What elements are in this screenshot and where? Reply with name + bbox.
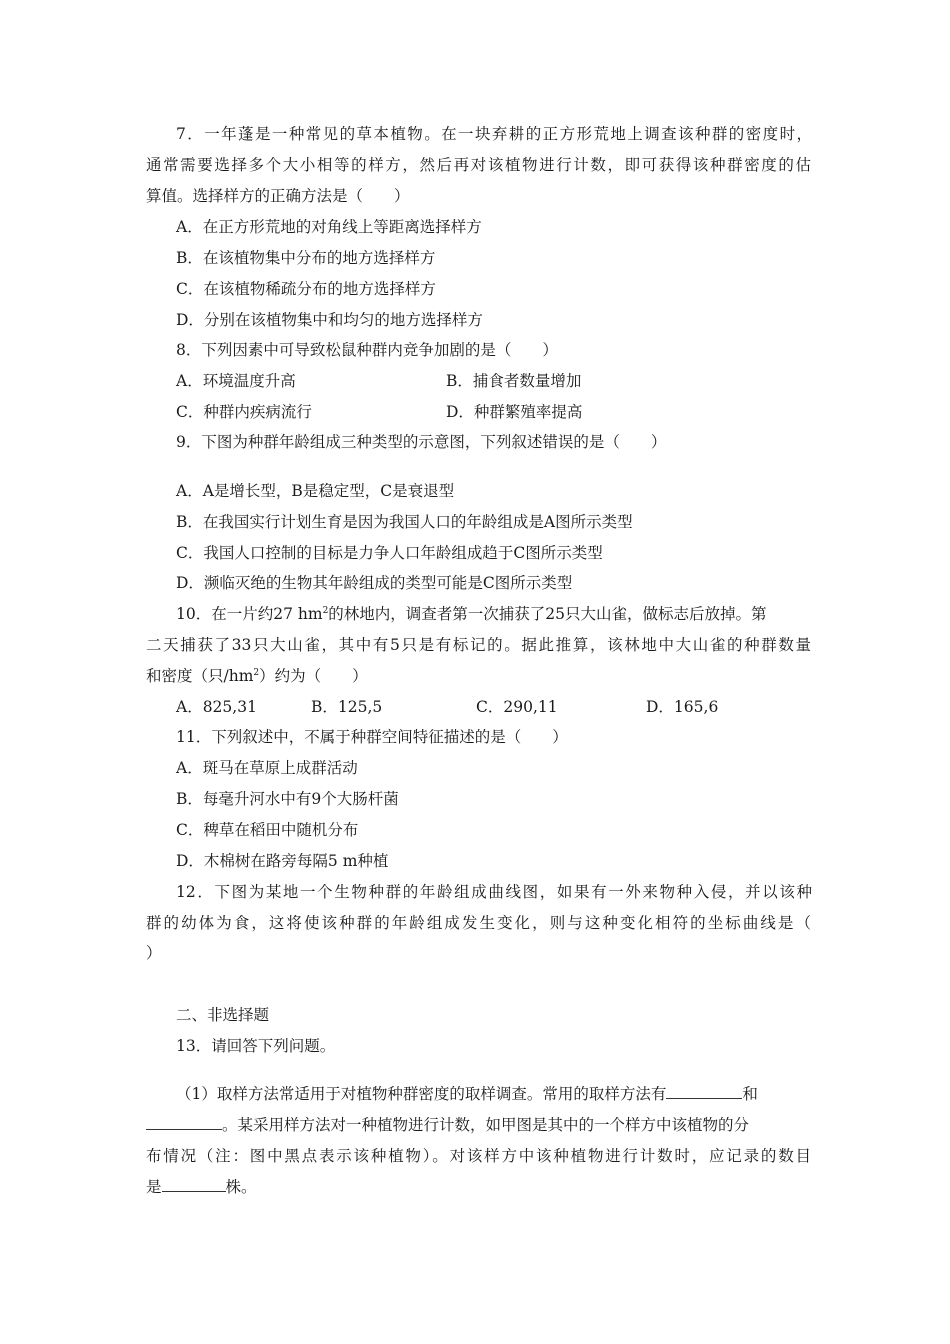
q13-p1-text-b: 和	[742, 1085, 758, 1103]
q13-p1-text-d: 是	[146, 1178, 162, 1196]
q10-option-c: C．290,11	[476, 698, 558, 716]
q11-option-b: B．每毫升河水中有9个大肠杆菌	[176, 790, 399, 808]
q10-option-b: B．125,5	[311, 698, 383, 716]
q9-option-c: C．我国人口控制的目标是力争人口年龄组成趋于C图所示类型	[176, 544, 603, 562]
q10-line1-a: 10．在一片约27 hm	[176, 605, 323, 623]
q10-option-d: D．165,6	[646, 698, 719, 716]
q7-option-b: B．在该植物集中分布的地方选择样方	[176, 249, 436, 267]
q7-option-c: C．在该植物稀疏分布的地方选择样方	[176, 280, 436, 298]
q10-option-a: A．825,31	[176, 698, 257, 716]
q13-p1-text-a: （1）取样方法常适用于对植物种群密度的取样调查。常用的取样方法有	[176, 1085, 667, 1103]
q8-option-a: A．环境温度升高	[176, 372, 296, 390]
q9-option-a: A．A是增长型，B是稳定型，C是衰退型	[176, 482, 455, 500]
q10-stem-line1	[176, 604, 841, 624]
q8-option-b: B．捕食者数量增加	[446, 372, 582, 390]
q11-option-c: C．稗草在稻田中随机分布	[176, 821, 359, 839]
answer-blank-2[interactable]	[146, 1115, 222, 1130]
q7-stem-line3: 算值。选择样方的正确方法是（ ）	[146, 187, 410, 205]
q8-option-c: C．种群内疾病流行	[176, 403, 312, 421]
q10-stem-line2: 二天捕获了33只大山雀，其中有5只是有标记的。据此推算，该林地中大山雀的种群数量	[146, 636, 811, 654]
q10-line1-b: 的林地内，调查者第一次捕获了25只大山雀，做标志后放掉。第	[328, 605, 767, 623]
q10-stem-line3	[146, 666, 811, 686]
q10-line3-a: 和密度（只/hm	[146, 667, 254, 685]
q10-options-row	[176, 697, 841, 717]
q9-option-d: D．濒临灭绝的生物其年龄组成的类型可能是C图所示类型	[176, 574, 573, 592]
q12-stem-line2: 群的幼体为食，这将使该种群的年龄组成发生变化，则与这种变化相符的坐标曲线是（	[146, 914, 811, 932]
q7-option-a: A．在正方形荒地的对角线上等距离选择样方	[176, 218, 482, 236]
q13-stem: 13．请回答下列问题。	[176, 1037, 336, 1055]
q11-option-d: D．木棉树在路旁每隔5 m种植	[176, 852, 389, 870]
q13-p1-text-e: 株。	[225, 1178, 257, 1196]
q10-line3-b: ）约为（ ）	[259, 667, 368, 685]
q13-part1-line2	[146, 1115, 811, 1135]
q8-options-row1	[176, 371, 841, 391]
q8-option-d: D．种群繁殖率提高	[446, 403, 583, 421]
q8-options-row2	[176, 402, 841, 422]
q13-part1-line4	[146, 1177, 811, 1197]
q13-p1-text-c: 。某采用样方法对一种植物进行计数，如甲图是其中的一个样方中该植物的分	[222, 1116, 750, 1134]
q7-stem-line1: 7．一年蓬是一种常见的草本植物。在一块弃耕的正方形荒地上调查该种群的密度时，	[176, 125, 812, 143]
q9-stem: 9．下图为种群年龄组成三种类型的示意图，下列叙述错误的是（ ）	[176, 433, 667, 451]
q12-stem-line1: 12．下图为某地一个生物种群的年龄组成曲线图，如果有一外来物种入侵，并以该种	[176, 883, 812, 901]
section-heading: 二、非选择题	[176, 1006, 270, 1024]
q11-stem: 11．下列叙述中，不属于种群空间特征描述的是（ ）	[176, 728, 568, 746]
q10-line1-sup: 2	[322, 605, 329, 616]
q9-option-b: B．在我国实行计划生育是因为我国人口的年龄组成是A图所示类型	[176, 513, 633, 531]
q10-line3-sup: 2	[253, 667, 260, 678]
q13-part1-line1	[176, 1084, 841, 1104]
q8-stem: 8．下列因素中可导致松鼠种群内竞争加剧的是（ ）	[176, 341, 558, 359]
q11-option-a: A．斑马在草原上成群活动	[176, 759, 358, 777]
answer-blank-1[interactable]	[666, 1084, 742, 1099]
q7-option-d: D．分别在该植物集中和均匀的地方选择样方	[176, 311, 483, 329]
answer-blank-3[interactable]	[162, 1177, 226, 1192]
q12-stem-line3: ）	[146, 944, 162, 962]
q13-part1-line3: 布情况（注：图中黑点表示该种植物）。对该样方中该种植物进行计数时，应记录的数目	[146, 1147, 811, 1165]
q7-stem-line2: 通常需要选择多个大小相等的样方，然后再对该植物进行计数，即可获得该种群密度的估	[146, 156, 811, 174]
